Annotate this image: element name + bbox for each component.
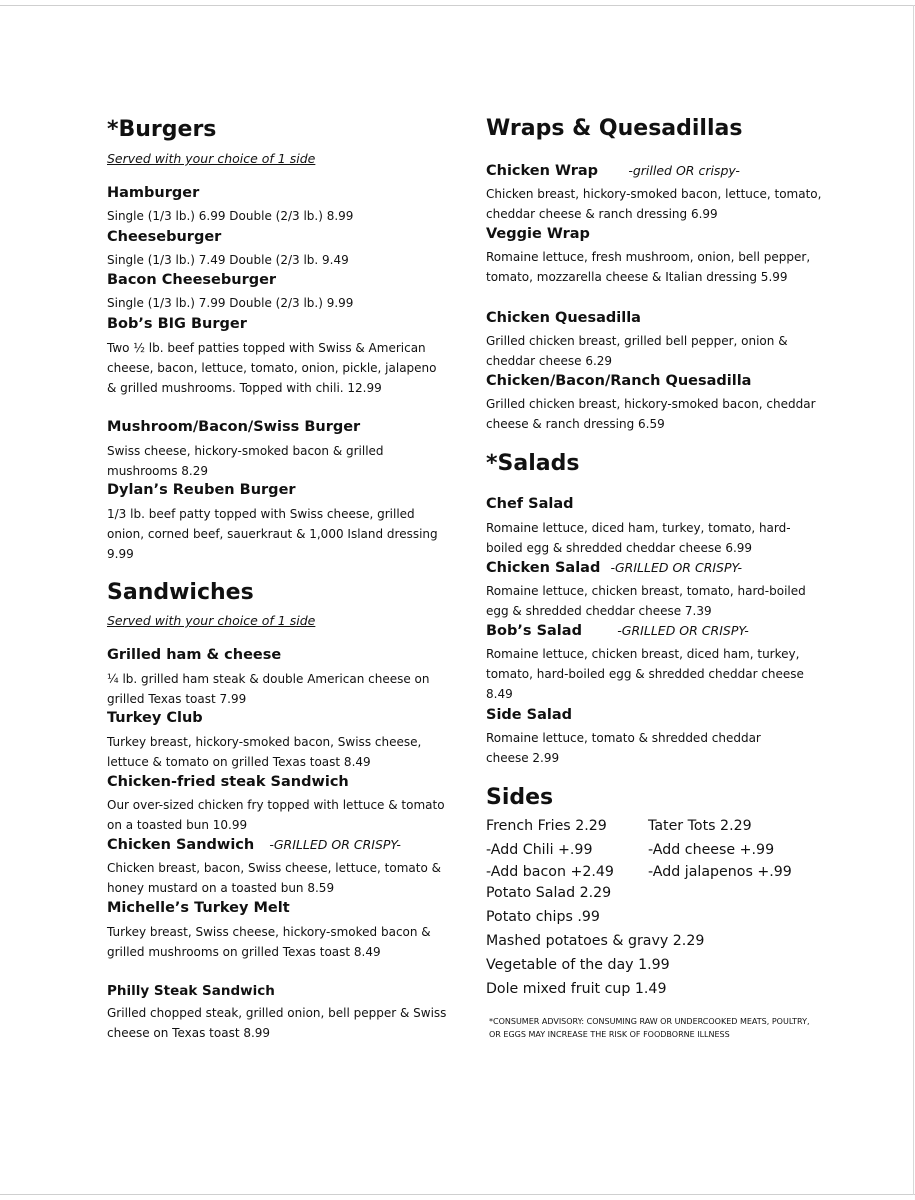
side-item: Tater Tots 2.29 xyxy=(648,818,752,834)
side-addon: -Add bacon +2.49 xyxy=(486,864,614,880)
burger-item-desc: Two ½ lb. beef patties topped with Swiss & American cheese, bacon, lettuce, tomato, onion, pickle, jalapeno & grilled mushrooms. Topped with chili. 12.99 xyxy=(107,341,437,395)
sandwich-item-title: Grilled ham & cheese xyxy=(107,647,282,663)
burger-item-desc: Swiss cheese, hickory-smoked bacon & grilled mushrooms 8.29 xyxy=(107,444,384,478)
wrap-item-desc: Grilled chicken breast, grilled bell pepper, onion & cheddar cheese 6.29 xyxy=(486,334,788,368)
consumer-advisory: *CONSUMER ADVISORY: CONSUMING RAW OR UNDERCOOKED MEATS, POULTRY, OR EGGS MAY INCREASE THE RISK OF FOODBORNE ILLNESS xyxy=(489,1017,810,1039)
page-border-right xyxy=(913,5,914,1195)
side-item: Mashed potatoes & gravy 2.29 xyxy=(486,933,705,949)
burger-item-desc: 1/3 lb. beef patty topped with Swiss cheese, grilled onion, corned beef, sauerkraut & 1,000 Island dressing 9.99 xyxy=(107,507,438,561)
burger-item-title: Hamburger xyxy=(107,185,200,201)
salad-item-title: Chef Salad xyxy=(486,496,574,512)
wrap-item-desc: Grilled chicken breast, hickory-smoked bacon, cheddar cheese & ranch dressing 6.59 xyxy=(486,397,816,431)
sandwich-item-title: Michelle’s Turkey Melt xyxy=(107,900,290,916)
sandwiches-subheading: Served with your choice of 1 side xyxy=(107,613,316,628)
salads-heading: *Salads xyxy=(486,451,580,476)
sandwich-item-desc: Chicken breast, bacon, Swiss cheese, lettuce, tomato & honey mustard on a toasted bun 8.59 xyxy=(107,861,441,895)
wrap-item-title xyxy=(486,163,740,179)
burgers-subheading: Served with your choice of 1 side xyxy=(107,151,316,166)
sandwich-item-desc: Turkey breast, hickory-smoked bacon, Swiss cheese, lettuce & tomato on grilled Texas toast 8.49 xyxy=(107,735,422,769)
burger-item-desc: Single (1/3 lb.) 6.99 Double (2/3 lb.) 8.99 xyxy=(107,209,354,223)
sandwich-item-title: Philly Steak Sandwich xyxy=(107,983,275,999)
salad-item-desc: Romaine lettuce, chicken breast, tomato, hard-boiled egg & shredded cheddar cheese 7.39 xyxy=(486,584,806,618)
salad-item-desc: Romaine lettuce, diced ham, turkey, tomato, hard-boiled egg & shredded cheddar cheese 6.99 xyxy=(486,521,791,555)
burger-item-title: Cheeseburger xyxy=(107,229,222,245)
wrap-item-desc: Chicken breast, hickory-smoked bacon, lettuce, tomato, cheddar cheese & ranch dressing 6.99 xyxy=(486,187,822,221)
salad-item-name: Chicken Salad xyxy=(486,560,601,576)
side-item: Dole mixed fruit cup 1.49 xyxy=(486,981,667,997)
side-item: Potato chips .99 xyxy=(486,909,600,925)
salad-item-name: Bob’s Salad xyxy=(486,623,582,639)
wrap-item-name: Chicken Wrap xyxy=(486,163,599,179)
sides-heading: Sides xyxy=(486,785,554,810)
wrap-item-option: -grilled OR crispy- xyxy=(628,163,740,178)
wrap-item-desc: Romaine lettuce, fresh mushroom, onion, bell pepper, tomato, mozzarella cheese & Italian dressing 5.99 xyxy=(486,250,811,284)
burger-item-desc: Single (1/3 lb.) 7.49 Double (2/3 lb. 9.49 xyxy=(107,253,349,267)
sandwich-item-option: -GRILLED OR CRISPY- xyxy=(269,837,401,852)
sandwich-item-desc: ¼ lb. grilled ham steak & double American cheese on grilled Texas toast 7.99 xyxy=(107,672,430,706)
sandwiches-heading: Sandwiches xyxy=(107,580,254,605)
sandwich-item-desc: Our over-sized chicken fry topped with lettuce & tomato on a toasted bun 10.99 xyxy=(107,798,445,832)
wrap-item-title: Chicken/Bacon/Ranch Quesadilla xyxy=(486,373,752,389)
burger-item-title: Mushroom/Bacon/Swiss Burger xyxy=(107,419,361,435)
burger-item-title: Dylan’s Reuben Burger xyxy=(107,482,296,498)
burger-item-title: Bacon Cheeseburger xyxy=(107,272,277,288)
salad-item-option: -GRILLED OR CRISPY- xyxy=(617,623,749,638)
side-item: Potato Salad 2.29 xyxy=(486,885,612,901)
page-border-bottom xyxy=(0,1194,915,1195)
burger-item-title: Bob’s BIG Burger xyxy=(107,316,247,332)
salad-item-title xyxy=(486,560,742,576)
burger-item-desc: Single (1/3 lb.) 7.99 Double (2/3 lb.) 9.99 xyxy=(107,296,354,310)
sandwich-item-title: Chicken-fried steak Sandwich xyxy=(107,774,349,790)
salad-item-desc: Romaine lettuce, tomato & shredded cheddar cheese 2.99 xyxy=(486,731,761,765)
side-addon: -Add cheese +.99 xyxy=(648,842,775,858)
sandwich-item-name: Chicken Sandwich xyxy=(107,837,255,853)
burgers-heading: *Burgers xyxy=(107,117,217,142)
sandwich-item-desc: Turkey breast, Swiss cheese, hickory-smoked bacon & grilled mushrooms on grilled Texas toast 8.49 xyxy=(107,925,431,959)
salad-item-desc: Romaine lettuce, chicken breast, diced ham, turkey, tomato, hard-boiled egg & shredded cheddar cheese 8.49 xyxy=(486,647,804,701)
sandwich-item-title xyxy=(107,837,401,853)
wraps-heading: Wraps & Quesadillas xyxy=(486,116,743,141)
wrap-item-title: Chicken Quesadilla xyxy=(486,310,641,326)
page-border-top xyxy=(0,5,915,6)
sandwich-item-title: Turkey Club xyxy=(107,710,203,726)
salad-item-title: Side Salad xyxy=(486,707,573,723)
salad-item-option: -GRILLED OR CRISPY- xyxy=(610,560,742,575)
side-addon: -Add Chili +.99 xyxy=(486,842,593,858)
side-item: Vegetable of the day 1.99 xyxy=(486,957,670,973)
sandwich-item-desc: Grilled chopped steak, grilled onion, bell pepper & Swiss cheese on Texas toast 8.99 xyxy=(107,1006,447,1040)
side-addon: -Add jalapenos +.99 xyxy=(648,864,792,880)
side-item: French Fries 2.29 xyxy=(486,818,607,834)
wrap-item-title: Veggie Wrap xyxy=(486,226,590,242)
salad-item-title xyxy=(486,623,749,639)
